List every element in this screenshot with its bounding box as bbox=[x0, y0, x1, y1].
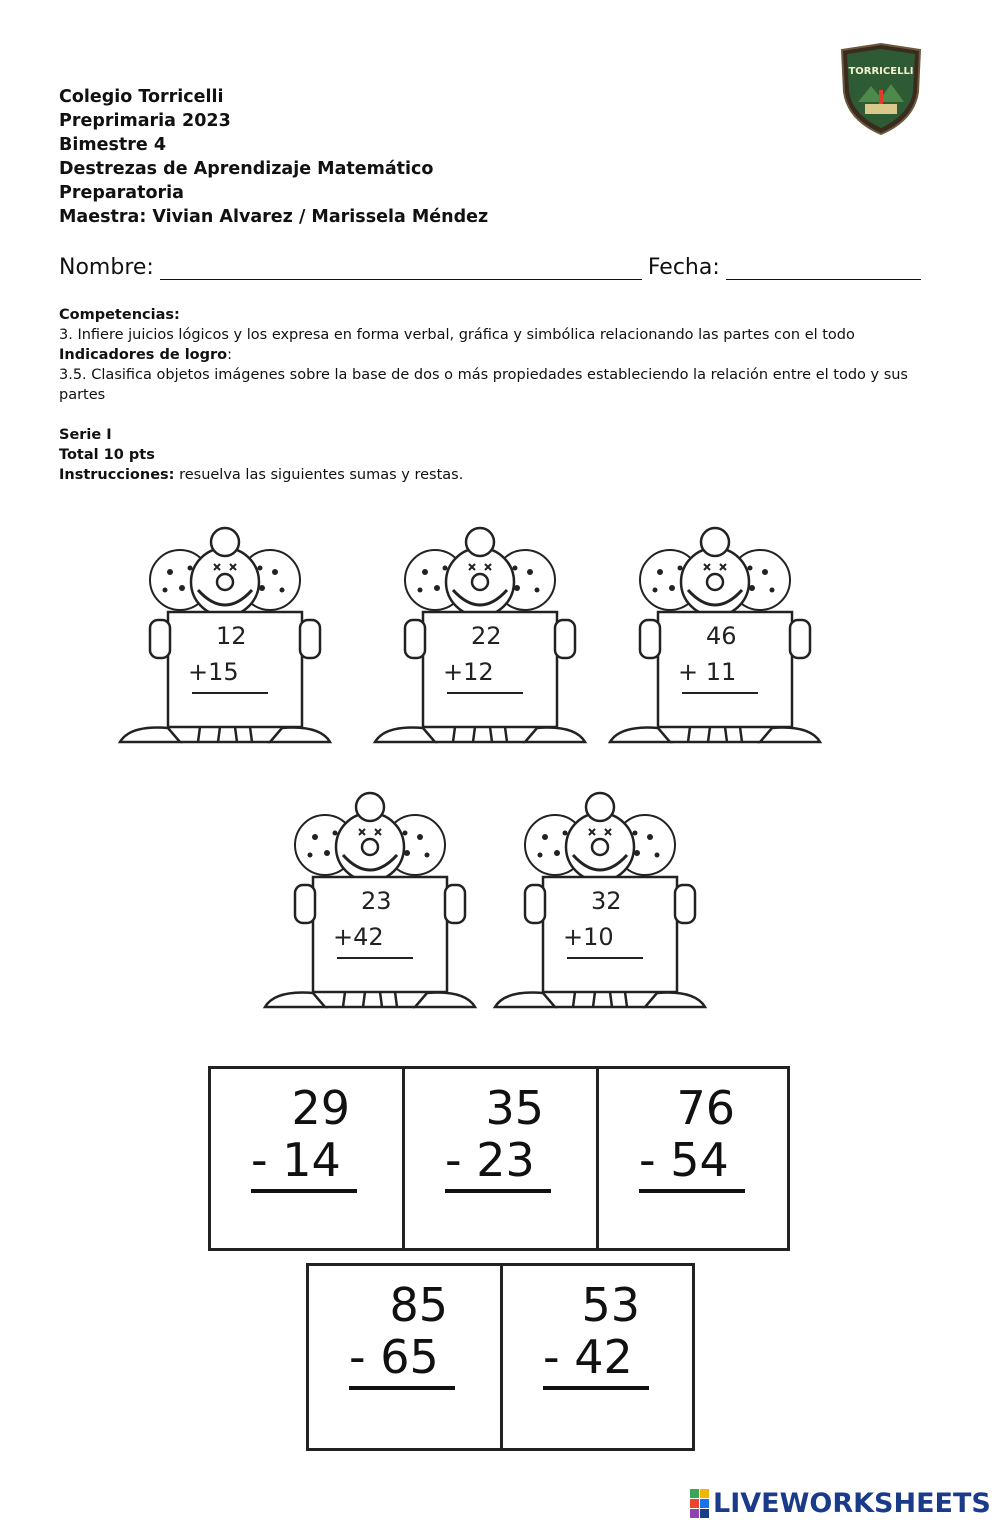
logo-text: TORRICELLI bbox=[848, 66, 914, 77]
subtraction-top: 35 bbox=[485, 1081, 544, 1135]
logo-block bbox=[700, 1509, 709, 1518]
serie-title: Serie I bbox=[59, 427, 112, 443]
sum-bottom-number: +12 bbox=[443, 658, 494, 686]
teachers: Maestra: Vivian Alvarez / Marissela Méndez bbox=[59, 207, 489, 227]
subtraction-grid-top bbox=[208, 1066, 790, 1251]
clown-sum-card[interactable] bbox=[600, 520, 830, 760]
competencias-block bbox=[59, 305, 939, 405]
liveworksheets-text: LIVEWORKSHEETS bbox=[713, 1488, 991, 1519]
answer-line bbox=[543, 1386, 649, 1390]
subtraction-cell[interactable] bbox=[211, 1069, 405, 1248]
instructions-text: resuelva las siguientes sumas y restas. bbox=[174, 467, 464, 483]
logo-block bbox=[690, 1499, 699, 1508]
clown-sum-card[interactable] bbox=[485, 785, 715, 1025]
liveworksheets-logo-icon bbox=[690, 1489, 709, 1518]
subtraction-cell[interactable] bbox=[503, 1266, 692, 1448]
sum-top-number: 46 bbox=[706, 622, 737, 650]
sum-top-number: 32 bbox=[591, 887, 622, 915]
clown-sum-card[interactable] bbox=[365, 520, 595, 760]
logo-block bbox=[690, 1489, 699, 1498]
school-name: Colegio Torricelli bbox=[59, 87, 224, 107]
logo-block bbox=[690, 1509, 699, 1518]
date-field[interactable] bbox=[726, 254, 921, 280]
clown-sum-card[interactable] bbox=[255, 785, 485, 1025]
name-date-line bbox=[59, 254, 929, 280]
subtraction-bottom: - 65 bbox=[349, 1330, 439, 1384]
name-field[interactable] bbox=[160, 254, 642, 280]
subtraction-top: 53 bbox=[581, 1278, 640, 1332]
date-label: Fecha: bbox=[647, 255, 720, 280]
answer-line bbox=[639, 1189, 745, 1193]
level-year: Preprimaria 2023 bbox=[59, 111, 231, 131]
header-block bbox=[59, 85, 488, 229]
answer-line bbox=[349, 1386, 455, 1390]
answer-line bbox=[445, 1189, 551, 1193]
subtraction-grid-bottom bbox=[306, 1263, 695, 1451]
indicators-colon: : bbox=[227, 347, 233, 363]
sum-bottom-number: + 11 bbox=[678, 658, 737, 686]
grade: Preparatoria bbox=[59, 183, 184, 203]
school-logo bbox=[838, 42, 924, 136]
name-label: Nombre: bbox=[59, 255, 154, 280]
sum-top-number: 22 bbox=[471, 622, 502, 650]
sum-bottom-number: +10 bbox=[563, 923, 614, 951]
serie-total: Total 10 pts bbox=[59, 447, 155, 463]
indicators-text: 3.5. Clasifica objetos imágenes sobre la base de dos o más propiedades estableciendo la relación entre el todo y sus partes bbox=[59, 367, 908, 403]
sum-top-number: 12 bbox=[216, 622, 247, 650]
subtraction-bottom: - 54 bbox=[639, 1133, 729, 1187]
liveworksheets-watermark bbox=[690, 1488, 991, 1519]
competencias-text: 3. Infiere juicios lógicos y los expresa en forma verbal, gráfica y simbólica relacionando las partes con el todo bbox=[59, 327, 855, 343]
indicators-title: Indicadores de logro bbox=[59, 347, 228, 363]
subtraction-top: 29 bbox=[291, 1081, 350, 1135]
serie-block bbox=[59, 425, 463, 485]
clown-sum-card[interactable] bbox=[110, 520, 340, 760]
instructions-label: Instrucciones: bbox=[59, 467, 175, 483]
subtraction-top: 85 bbox=[389, 1278, 448, 1332]
term: Bimestre 4 bbox=[59, 135, 166, 155]
logo-block bbox=[700, 1489, 709, 1498]
subtraction-cell[interactable] bbox=[599, 1069, 787, 1248]
subtraction-cell[interactable] bbox=[309, 1266, 503, 1448]
answer-line bbox=[251, 1189, 357, 1193]
competencias-title: Competencias: bbox=[59, 307, 180, 323]
subtraction-bottom: - 14 bbox=[251, 1133, 341, 1187]
subtraction-cell[interactable] bbox=[405, 1069, 599, 1248]
subject: Destrezas de Aprendizaje Matemático bbox=[59, 159, 434, 179]
subtraction-bottom: - 42 bbox=[543, 1330, 633, 1384]
sum-bottom-number: +42 bbox=[333, 923, 384, 951]
logo-block bbox=[700, 1499, 709, 1508]
subtraction-bottom: - 23 bbox=[445, 1133, 535, 1187]
sum-top-number: 23 bbox=[361, 887, 392, 915]
sum-bottom-number: +15 bbox=[188, 658, 239, 686]
subtraction-top: 76 bbox=[676, 1081, 735, 1135]
